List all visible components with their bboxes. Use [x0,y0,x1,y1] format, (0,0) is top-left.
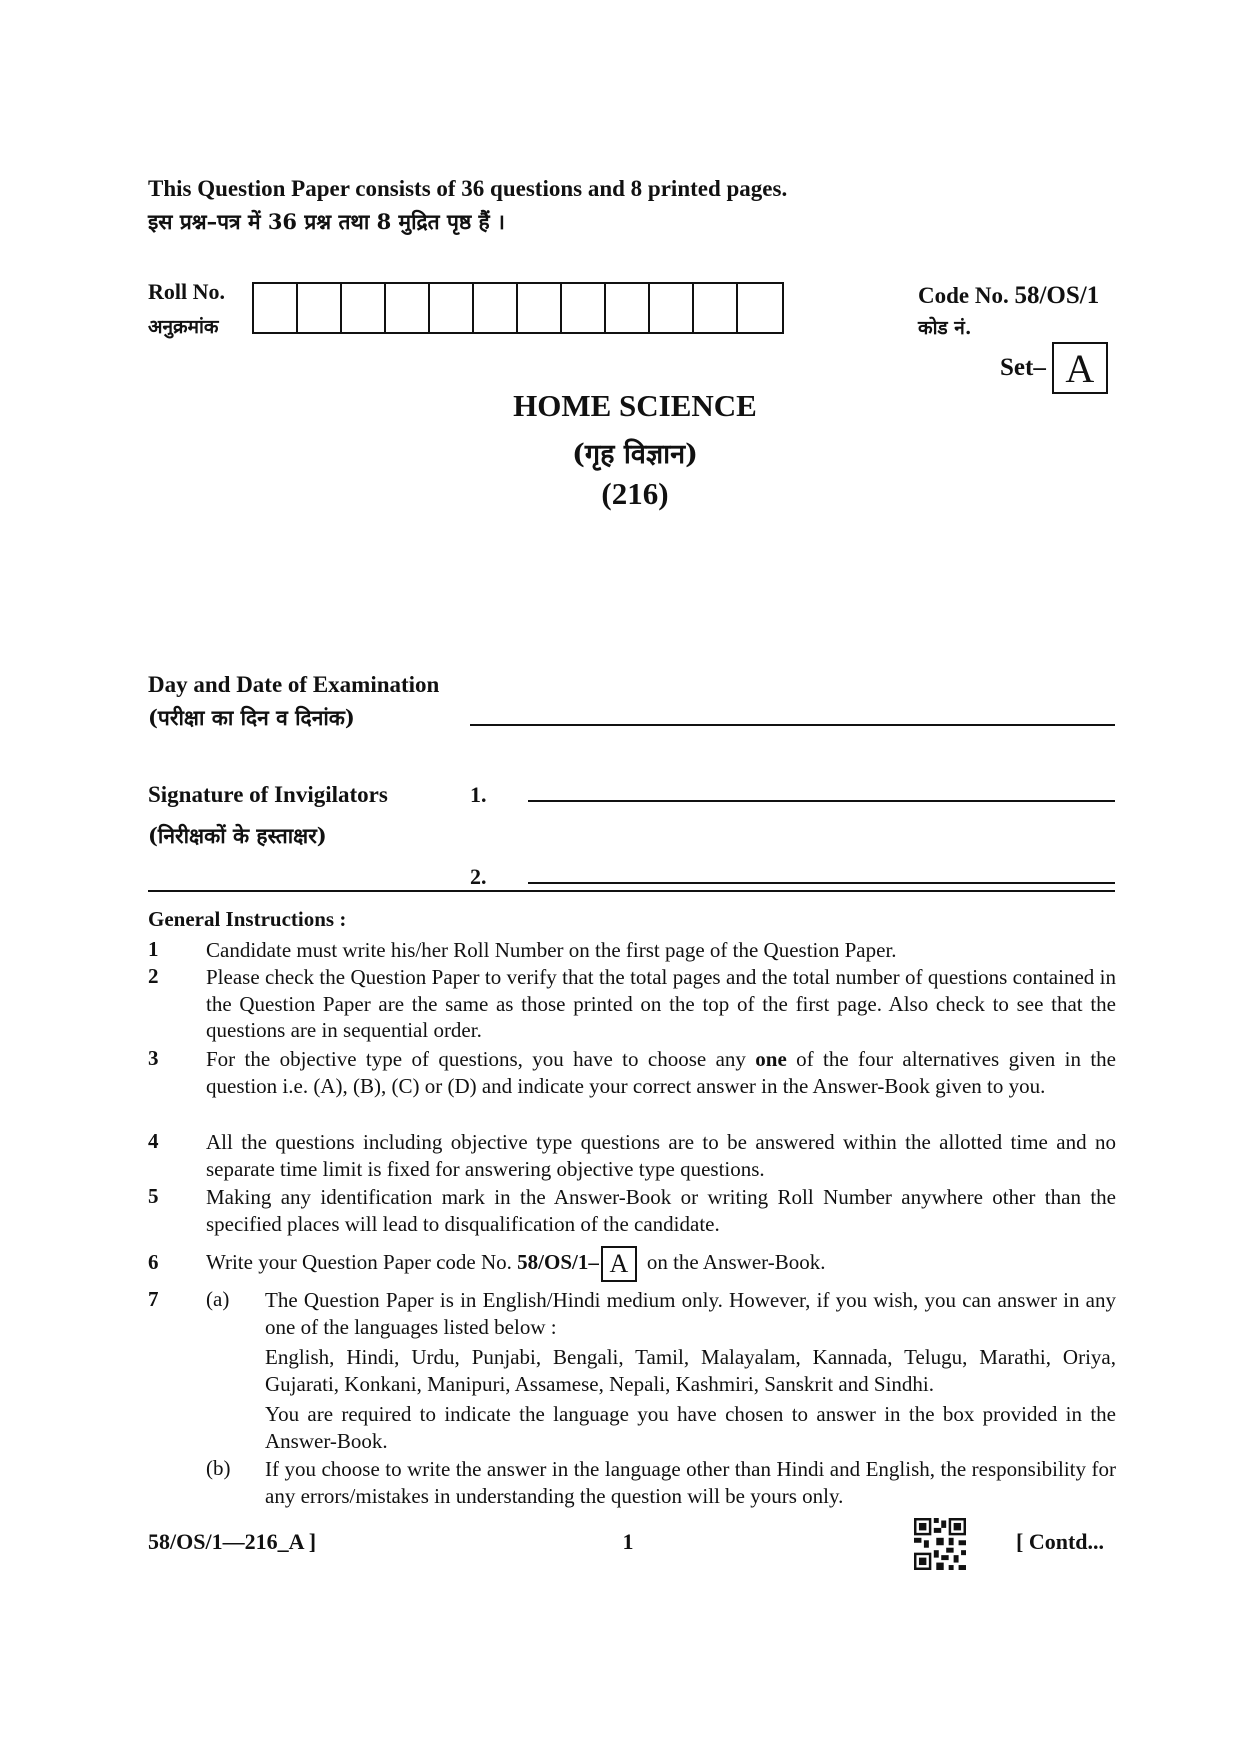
instruction-sub-label: (b) [206,1456,231,1480]
instruction-sub-text: English, Hindi, Urdu, Punjabi, Bengali, Tamil, Malayalam, Kannada, Telugu, Marathi, Oriya, Gujarati, Konkani, Manipuri, Assamese, Nepali, Kashmiri, Sanskrit and Sindhi. [265,1345,1116,1396]
set-box: A [1052,342,1108,394]
invigilator-signature-label: Signature of Invigilators [148,782,388,807]
qr-code-icon [914,1518,966,1570]
instruction-text: Write your Question Paper code No. 58/OS/1– A on the Answer-Book. [206,1246,1116,1282]
instruction-number: 4 [148,1129,159,1153]
roll-digit-box[interactable] [518,284,562,332]
roll-digit-box[interactable] [694,284,738,332]
footer-continued: [ Contd... [1016,1529,1105,1554]
signature-number-1: 1. [470,782,487,807]
set-code-box: A [601,1246,637,1282]
subject-title-hi: (गृह विज्ञान) [572,439,698,470]
set-label: Set– [1000,354,1046,381]
instruction-text: Making any identification mark in the Answer-Book or writing Roll Number anywhere other than the specified places will lead to disqualification of the candidate. [206,1185,1116,1236]
roll-digit-box[interactable] [386,284,430,332]
instruction-number: 2 [148,964,159,988]
roll-digit-box[interactable] [430,284,474,332]
code-number-value: 58/OS/1 [1014,282,1100,309]
signature-number-2: 2. [470,864,487,889]
instruction-sub-text: You are required to indicate the language you have chosen to answer in the box provided in the Answer-Book. [265,1402,1116,1453]
instruction-number: 6 [148,1250,159,1274]
instruction-number: 3 [148,1046,159,1070]
exam-day-field[interactable] [470,724,1115,726]
code-number [918,282,1099,310]
code-number-label-hi: कोड नं. [918,317,972,339]
header-pages-en: This Question Paper consists of 36 questions and 8 printed pages. [148,176,788,201]
set-indicator [1000,342,1108,394]
roll-number-label: Roll No. [148,279,225,304]
instruction-text: Please check the Question Paper to verify that the total pages and the total number of questions contained in the Question Paper are the same as those printed on the top of the first page. Also check to see that the questions are in sequential order. [206,965,1116,1042]
general-instructions-title: General Instructions : [148,907,347,931]
header-pages-hi: इस प्रश्न–पत्र में 36 प्रश्न तथा 8 मुद्रित पृष्ठ हैं । [148,209,505,234]
instruction-number: 1 [148,937,159,961]
exam-day-label-hi: (परीक्षा का दिन व दिनांक) [148,705,355,730]
roll-digit-box[interactable] [738,284,782,332]
subject-title: HOME SCIENCE [513,388,757,423]
roll-digit-box[interactable] [650,284,694,332]
roll-number-boxes[interactable] [252,282,784,334]
roll-digit-box[interactable] [474,284,518,332]
instruction-text: For the objective type of questions, you have to choose any one of the four alternatives given in the question i.e. (A), (B), (C) or (D) and indicate your correct answer in the Answer-Book given to you. [206,1047,1116,1098]
instruction-text: All the questions including objective type questions are to be answered within the allotted time and no separate time limit is fixed for answering objective type questions. [206,1130,1116,1181]
invigilator-signature-label-hi: (निरीक्षकों के हस्ताक्षर) [148,823,327,848]
section-divider [148,890,1115,892]
instruction-text: Candidate must write his/her Roll Number on the first page of the Question Paper. [206,938,897,962]
roll-number-label-hi: अनुक्रमांक [148,316,219,338]
instruction-sub-label: (a) [206,1287,230,1311]
roll-digit-box[interactable] [562,284,606,332]
instruction-number: 5 [148,1184,159,1208]
footer-paper-code: 58/OS/1—216_A ] [148,1529,317,1554]
code-number-label: Code No. [918,283,1009,308]
roll-digit-box[interactable] [254,284,298,332]
signature-field-1[interactable] [528,800,1115,802]
signature-field-2[interactable] [528,882,1115,884]
instruction-number: 7 [148,1287,159,1311]
instruction-sub-text: If you choose to write the answer in the language other than Hindi and English, the responsibility for any errors/mistakes in understanding the question will be yours only. [265,1457,1116,1508]
roll-digit-box[interactable] [342,284,386,332]
roll-digit-box[interactable] [298,284,342,332]
subject-code: (216) [601,476,669,511]
roll-digit-box[interactable] [606,284,650,332]
exam-day-label: Day and Date of Examination [148,672,440,697]
instruction-sub-text: The Question Paper is in English/Hindi medium only. However, if you wish, you can answer in any one of the languages listed below : [265,1288,1116,1339]
footer-page-number: 1 [622,1529,634,1554]
